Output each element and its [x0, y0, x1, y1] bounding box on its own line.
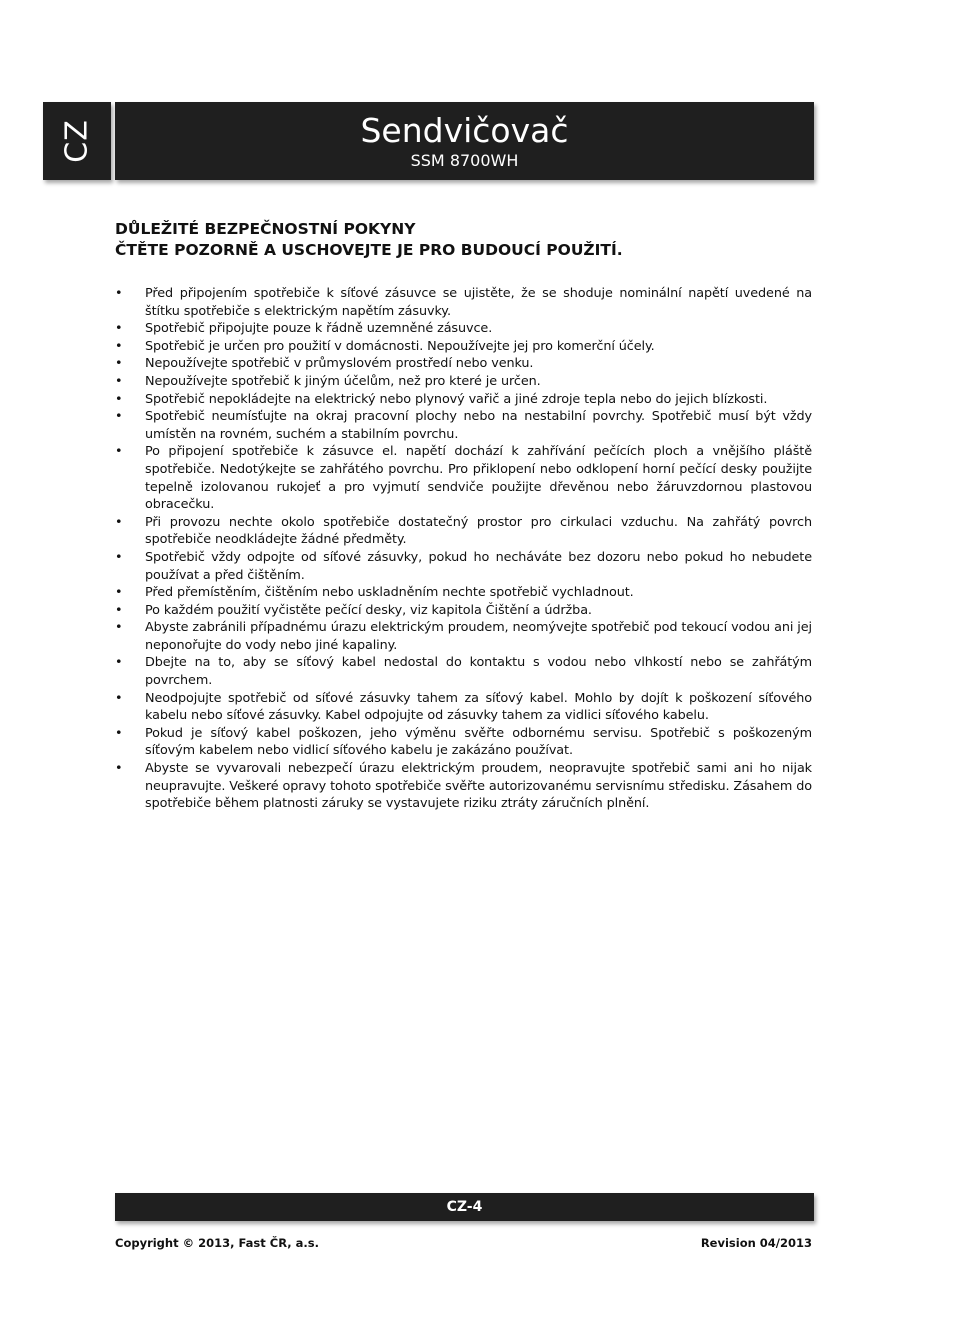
instruction-text: Spotřebič nepokládejte na elektrický nebo plynový vařič a jiné zdroje tepla nebo do jejich blízkosti. [145, 391, 768, 407]
bullet-icon: • [115, 444, 123, 460]
bullet-icon: • [115, 585, 123, 601]
instruction-text: Abyste se vyvarovali nebezpečí úrazu elektrickým proudem, neopravujte spotřebič sami ani ho nijak neupravujte. Veškeré opravy tohoto spotřebiče svěřte autorizovanému servisnímu středisku. Zásahem do spotřebiče během platnosti záruky se vystavujete riziku ztráty záručních plnění. [145, 761, 812, 812]
title-bar [115, 102, 814, 180]
instruction-text: Pokud je síťový kabel poškozen, jeho výměnu svěřte odbornému servisu. Spotřebič s poškozeným síťovým kabelem nebo vidlicí síťového kabelu je zakázáno používat. [145, 725, 812, 759]
instruction-text: Spotřebič připojujte pouze k řádně uzemněné zásuvce. [145, 321, 493, 337]
list-item [115, 338, 812, 356]
list-item [115, 602, 812, 620]
instruction-text: Nepoužívejte spotřebič v průmyslovém prostředí nebo venku. [145, 356, 534, 372]
bullet-icon: • [115, 321, 123, 337]
list-item [115, 514, 812, 549]
bullet-icon: • [115, 409, 123, 425]
footer-bar [115, 1193, 814, 1221]
list-item [115, 391, 812, 409]
bullet-icon: • [115, 286, 123, 301]
instruction-text: Nepoužívejte spotřebič k jiným účelům, než pro které je určen. [145, 373, 541, 389]
list-item [115, 725, 812, 760]
instruction-text: Neodpojujte spotřebič od síťové zásuvky tahem za síťový kabel. Mohlo by dojít k poškození síťového kabelu nebo síťové zásuvky. Kabel odpojujte od zásuvky tahem za vidlici síťového kabelu. [145, 690, 812, 724]
bullet-icon: • [115, 373, 123, 389]
list-item [115, 619, 812, 654]
list-item [115, 584, 812, 602]
bullet-icon: • [115, 690, 123, 706]
bullet-icon: • [115, 602, 123, 618]
list-item [115, 760, 812, 813]
safety-instructions-list [115, 285, 812, 813]
product-title: Sendvičovač [360, 111, 569, 150]
copyright-notice: Copyright © 2013, Fast ČR, a.s. [115, 1236, 319, 1250]
instruction-text: Po připojení spotřebiče k zásuvce el. napětí dochází k zahřívání pečících ploch a vnějšího pláště spotřebiče. Nedotýkejte se zahřátého povrchu. Pro přiklopení nebo odklopení horní pečící desky použijte tepelně izolovanou rukojeť a pro vyjmutí sendviče použijte dřevěnou nebo žáruvzdornou plastovou obracečku. [145, 444, 812, 513]
bullet-icon: • [115, 338, 123, 354]
revision-label: Revision 04/2013 [700, 1236, 812, 1250]
list-item [115, 320, 812, 338]
list-item [115, 373, 812, 391]
list-item [115, 443, 812, 513]
language-tab [43, 102, 111, 180]
instruction-text: Při provozu nechte okolo spotřebiče dostatečný prostor pro cirkulaci vzduchu. Na zahřátý povrch spotřebiče neodkládejte žádné předměty. [145, 514, 812, 548]
list-item [115, 408, 812, 443]
bullet-icon: • [115, 356, 123, 372]
language-code: CZ [59, 119, 95, 163]
instruction-text: Po každém použití vyčistěte pečící desky, viz kapitola Čištění a údržba. [145, 602, 592, 618]
list-item [115, 654, 812, 689]
list-item [115, 285, 812, 320]
bullet-icon: • [115, 725, 123, 741]
safety-heading-line-2: ČTĚTE POZORNĚ A USCHOVEJTE JE PRO BUDOUCÍ POUŽITÍ. [115, 241, 623, 259]
instruction-text: Před přemístěním, čištěním nebo uskladněním nechte spotřebič vychladnout. [145, 585, 634, 601]
safety-heading [115, 219, 815, 261]
safety-heading-line-1: DŮLEŽITÉ BEZPEČNOSTNÍ POKYNY [115, 220, 416, 238]
page-number: CZ-4 [446, 1199, 483, 1215]
list-item [115, 549, 812, 584]
list-item [115, 690, 812, 725]
instruction-text: Dbejte na to, aby se síťový kabel nedostal do kontaktu s vodou nebo vlhkostí nebo se zahřátým povrchem. [145, 655, 812, 689]
product-model: SSM 8700WH [410, 151, 519, 170]
instruction-text: Spotřebič neumísťujte na okraj pracovní plochy nebo na nestabilní povrchy. Spotřebič musí být vždy umístěn na rovném, suchém a stabilním povrchu. [145, 409, 812, 442]
bullet-icon: • [115, 655, 123, 671]
instruction-text: Spotřebič je určen pro použití v domácnosti. Nepoužívejte jej pro komerční účely. [145, 338, 655, 354]
instruction-text: Spotřebič vždy odpojte od síťové zásuvky, pokud ho necháváte bez dozoru nebo pokud ho nebudete používat a před čištěním. [145, 549, 812, 583]
bullet-icon: • [115, 620, 123, 636]
bullet-icon: • [115, 761, 123, 777]
list-item [115, 355, 812, 373]
bullet-icon: • [115, 391, 123, 407]
bullet-icon: • [115, 514, 123, 530]
instruction-text: Před připojením spotřebiče k síťové zásuvce se ujistěte, že se shoduje nominální napětí uvedené na štítku spotřebiče s elektrickým napětím zásuvky. [145, 286, 812, 319]
instruction-text: Abyste zabránili případnému úrazu elektrickým proudem, neomývejte spotřebič pod tekoucí vodou ani jej neponořujte do vody nebo jiné kapaliny. [145, 620, 812, 653]
bullet-icon: • [115, 549, 123, 565]
